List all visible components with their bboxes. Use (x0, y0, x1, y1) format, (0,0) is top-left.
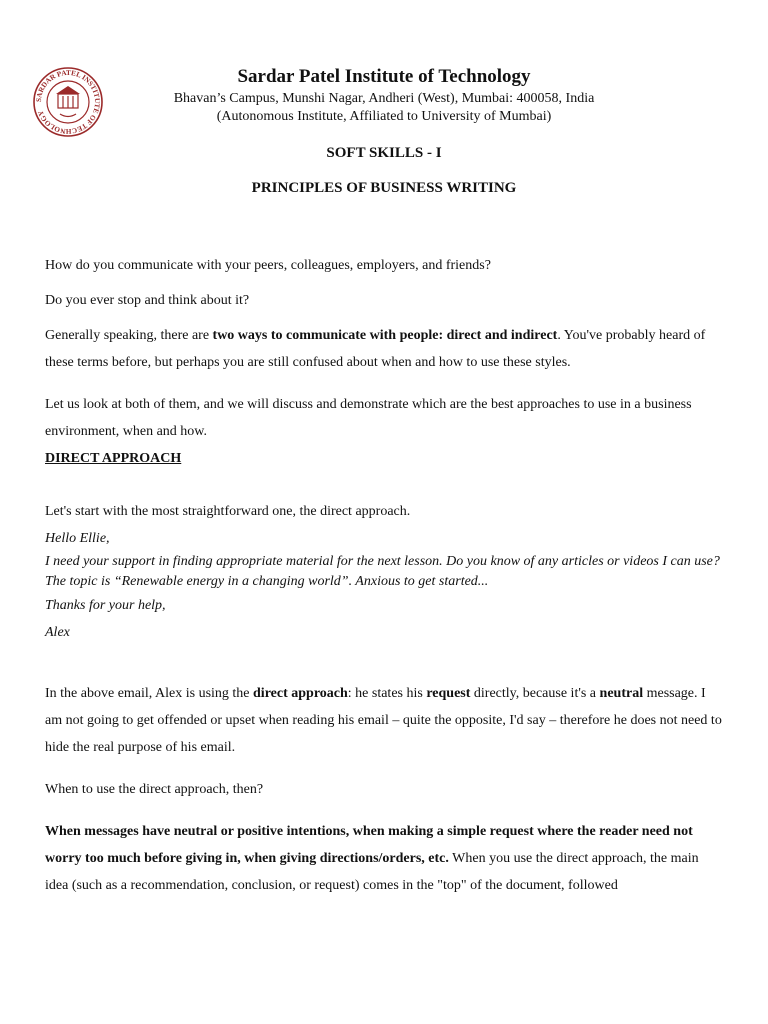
institute-name: Sardar Patel Institute of Technology (237, 66, 531, 87)
bold-span: When messages have neutral or positive intentions, when making a simple request where the reader need not worry too much before giving in, when giving directions/orders, etc. (45, 824, 693, 866)
institute-address: Bhavan’s Campus, Munshi Nagar, Andheri (West), Mumbai: 400058, India (173, 91, 595, 106)
course-title: SOFT SKILLS - I (326, 145, 442, 161)
intro-paragraph-ways (45, 322, 725, 376)
direct-lead: Let's start with the most straightforward one, the direct approach. (45, 504, 411, 519)
text-span: directly, because it's a (470, 686, 600, 701)
intro-paragraph-approaches: Let us look at both of them, and we will discuss and demonstrate which are the best approaches to use in a business environment, when and how. (45, 397, 692, 439)
text-span: : he states his (347, 686, 427, 701)
email-greeting: Hello Ellie, (45, 531, 110, 546)
bold-span: neutral (599, 686, 644, 701)
email-body: I need your support in finding appropriate material for the next lesson. Do you know of any articles or videos I can use? The topic is “Renewable energy in a changing world”. Anxious to get started... (45, 554, 720, 589)
text-span: . You've probably heard of these terms before, but perhaps you are still confused about when and how to use these styles. (45, 328, 706, 370)
text-span: message. I am not going to get offended or upset when reading his email – quite the opposite, I'd say – therefore he does not need to hide the real purpose of his email. (45, 686, 722, 755)
logo-text: SARDAR PATEL INSTITUTE OF TECHNOLOGY (34, 68, 102, 136)
text-span: In the above email, Alex is using the (45, 686, 254, 701)
intro-question-1: How do you communicate with your peers, colleagues, employers, and friends? (45, 258, 491, 273)
email-closing: Thanks for your help, (45, 598, 166, 613)
direct-when-answer (45, 818, 725, 899)
email-signature: Alex (45, 625, 70, 640)
text-span: When you use the direct approach, the main idea (such as a recommendation, conclusion, or request) comes in the "top" of the document, followed (45, 851, 699, 893)
institute-header (0, 64, 768, 126)
intro-question-2: Do you ever stop and think about it? (45, 293, 250, 308)
text-span: Generally speaking, there are (45, 328, 213, 343)
direct-when-question: When to use the direct approach, then? (45, 782, 264, 797)
document-body (45, 252, 725, 899)
bold-span: request (426, 686, 471, 701)
direct-analysis (45, 680, 725, 761)
bold-span: direct approach (253, 686, 348, 701)
institute-affiliation: (Autonomous Institute, Affiliated to University of Mumbai) (216, 109, 552, 124)
bold-span: two ways to communicate with people: direct and indirect (212, 328, 558, 343)
section-heading-direct: DIRECT APPROACH (45, 451, 182, 466)
topic-title: PRINCIPLES OF BUSINESS WRITING (251, 180, 517, 196)
